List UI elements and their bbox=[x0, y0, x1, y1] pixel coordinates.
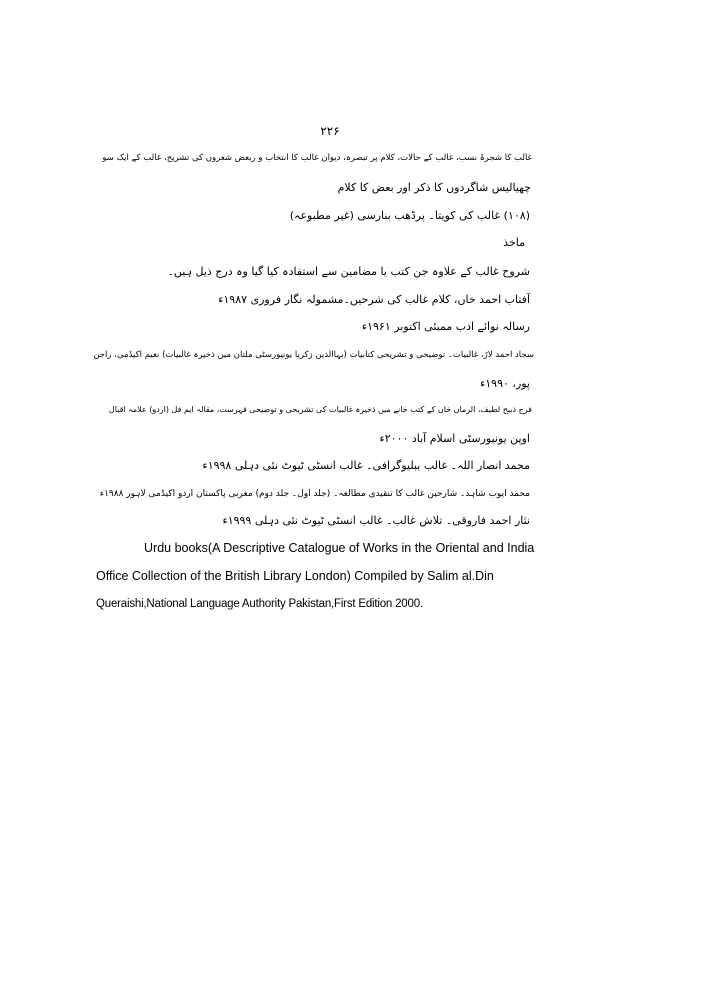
urdu-line-10: فرح ذبیح لطیف، الرماں خاں کے کتب خانے میں ذخیرہ غالبیات کی تشریحی و توضیحی فہرست، مقالہ ایم فل (اردو) علامہ اقبال bbox=[108, 405, 532, 414]
urdu-line-2: چھیالیس شاگردوں کا ذکر اور بعض کا کلام bbox=[337, 181, 531, 194]
urdu-line-3: (۱۰۸) غالب کی کویتا۔ پرڈھب بنارسی (غیر مطبوعہ) bbox=[289, 209, 530, 222]
urdu-line-11: اوپن یونیورسٹی اسلام آباد ۲۰۰۰ء bbox=[379, 432, 530, 445]
urdu-line-7: رسالہ نوائے ادب ممبئی اکتوبر ۱۹۶۱ء bbox=[361, 320, 530, 333]
english-reference bbox=[96, 534, 578, 618]
urdu-line-1: غالب کا شجرۂ نسب، غالب کے حالات، کلام پر تبصرہ، دیوان غالب کا انتخاب و ربعض شعروں کی تشریح، غالب کے ایک سو bbox=[102, 153, 532, 163]
english-line-3: Queraishi,National Language Authority Pakistan,First Edition 2000. bbox=[96, 598, 423, 610]
urdu-line-14: نثار احمد فاروقی۔ تلاش غالب۔ غالب انسٹی ٹیوٹ نئی دہلی ۱۹۹۹ء bbox=[222, 514, 530, 527]
english-line-1: Urdu books(A Descriptive Catalogue of Works in the Oriental and India bbox=[144, 541, 535, 555]
urdu-line-12: محمد انصار اللہ۔ غالب ببلیوگرافی۔ غالب انسٹی ٹیوٹ نئی دہلی ۱۹۹۸ء bbox=[202, 459, 530, 472]
urdu-line-8: سجاد احمد لاڑ، غالبیات۔ توضیحی و تشریحی کتابیات (بہاالدین زکریا یونیورسٹی ملتان میں ذخیرہ غالبیات) نعیم اکیڈمی، راجن bbox=[93, 350, 534, 360]
page-number: ۲۲۶ bbox=[320, 124, 340, 138]
urdu-line-6: آفتاب احمد خاں، کلام غالب کی شرحیں۔مشمولہ نگار فروری ۱۹۸۷ء bbox=[218, 293, 530, 306]
english-line-2: Office Collection of the British Library London) Compiled by Salim al.Din bbox=[96, 569, 494, 583]
urdu-line-13: محمد ایوب شاہد۔ شارحین غالب کا تنقیدی مطالعہ۔ (جلد اول۔ جلد دوم) مغربی پاکستان اردو اکیڈمی لاہور ۱۹۸۸ء bbox=[99, 489, 530, 499]
urdu-line-5: شروح غالب کے علاوہ جن کتب یا مضامین سے استفادہ کیا گیا وہ درج ذیل ہیں۔ bbox=[167, 265, 530, 278]
urdu-line-9: پور، ۱۹۹۰ء bbox=[480, 377, 530, 390]
urdu-heading-sources: ماخذ bbox=[503, 236, 525, 249]
